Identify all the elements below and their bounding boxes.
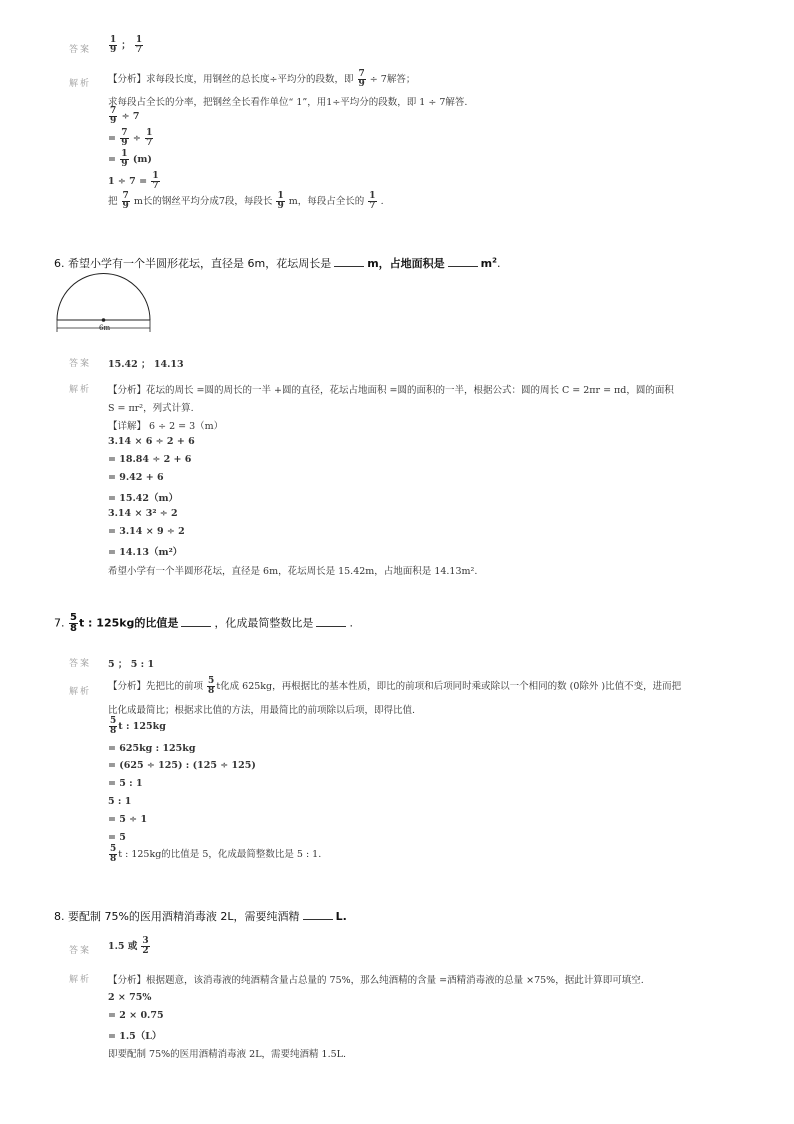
- answer-value: 15.42 ； 14.13: [108, 359, 184, 370]
- answer-blank: [316, 618, 346, 627]
- calc-step: 3.14 × 3² ÷ 2: [108, 508, 178, 519]
- analysis-line: 【详解】 6 ÷ 2 = 3（m）: [108, 421, 224, 432]
- analysis-label: 解析: [69, 975, 92, 985]
- analysis-line: 求每段占全长的分率，把钢丝全长看作单位“ 1”，用1÷平均分的段数，即 1 ÷ 7解答.: [108, 97, 468, 108]
- analysis-line: S = πr²，列式计算.: [108, 403, 194, 414]
- calc-step: = $\frac{7}{9}$ ÷ $\frac{1}{7}$: [108, 128, 153, 148]
- conclusion-line: 即要配制 75%的医用酒精消毒液 2L，需要纯酒精 1.5L.: [108, 1049, 346, 1060]
- calc-step: = 625kg : 125kg: [108, 743, 196, 754]
- calc-step: $\frac{5}{8}$ t : 125kg: [110, 716, 166, 736]
- calc-step: 3.14 × 6 ÷ 2 + 6: [108, 436, 195, 447]
- calc-step: = 5 ÷ 1: [108, 814, 148, 825]
- conclusion-line: 把 $\frac{7}{9}$ m长的钢丝平均分成7段，每段长 $\frac{1}{9}$ m，每段占全长的 $\frac{1}{7}$ .: [108, 191, 384, 211]
- answer-value: 1.5 或 $\frac{3}{2}$: [108, 936, 149, 956]
- answer-blank: [303, 911, 333, 920]
- calc-step: $\frac{7}{9}$ ÷ 7: [110, 106, 140, 126]
- fraction: $\frac{1}{7}$: [135, 35, 143, 55]
- question-6: 6. 希望小学有一个半圆形花坛，直径是 6m，花坛周长是 m，占地面积是 $m^2$.: [54, 256, 501, 270]
- semicircle-arc: [57, 274, 150, 321]
- answer-value: $\frac{1}{9}$ ； $\frac{1}{7}$: [110, 35, 143, 55]
- fraction: $\frac{7}{9}$: [358, 69, 365, 89]
- calc-step: = 18.84 ÷ 2 + 6: [108, 454, 192, 465]
- analysis-line: 【分析】根据题意，该消毒液的纯酒精含量占总量的 75%，那么纯酒精的含量 =酒精消毒液的总量 ×75%，据此计算即可填空.: [108, 975, 644, 986]
- question-8: 8. 要配制 75%的医用酒精消毒液 2L，需要纯酒精 L.: [54, 910, 347, 923]
- calc-step: = (625 ÷ 125) : (125 ÷ 125): [108, 760, 256, 771]
- answer-label: 答案: [69, 359, 92, 369]
- analysis-label: 解析: [69, 385, 92, 395]
- calc-step: = 9.42 + 6: [108, 472, 164, 483]
- analysis-line: 【分析】花坛的周长 =圆的周长的一半 +圆的直径，花坛占地面积 =圆的面积的一半，根据公式：圆的周长 C = 2πr = πd，圆的面积: [108, 385, 674, 396]
- answer-label: 答案: [69, 659, 92, 669]
- calc-step: = 5: [108, 832, 126, 843]
- conclusion-line: $\frac{5}{8}$ t : 125kg的比值是 5，化成最简整数比是 5 : 1.: [110, 844, 322, 864]
- calc-step: = 5 : 1: [108, 778, 143, 789]
- calc-step: 2 × 75%: [108, 992, 152, 1003]
- analysis-line: 比化成最简比；根据求比值的方法，用最简比的前项除以后项，即得比值.: [108, 705, 416, 716]
- diameter-label: 6m: [99, 324, 111, 332]
- calc-step: = 2 × 0.75: [108, 1010, 164, 1021]
- answer-blank: [448, 258, 478, 267]
- answer-blank: [181, 618, 211, 627]
- calc-step: = 15.42（m）: [108, 493, 179, 504]
- conclusion-line: 希望小学有一个半圆形花坛，直径是 6m，花坛周长是 15.42m，占地面积是 14.13m².: [108, 566, 478, 577]
- answer-value: 5 ； 5 : 1: [108, 659, 155, 670]
- calc-step: = 1.5（L）: [108, 1031, 162, 1042]
- calc-step: = 14.13（m²）: [108, 547, 183, 558]
- calc-step: 1 ÷ 7 = $\frac{1}{7}$: [108, 171, 159, 191]
- fraction: $\frac{5}{8}$: [70, 612, 77, 634]
- analysis-label: 解析: [69, 79, 92, 89]
- fraction: $\frac{1}{9}$: [110, 35, 117, 55]
- answer-label: 答案: [69, 45, 92, 55]
- answer-label: 答案: [69, 946, 92, 956]
- question-7: 7. $\frac{5}{8}$ t : 125kg的比值是 ，化成最简整数比是 .: [54, 612, 353, 634]
- calc-step: 5 : 1: [108, 796, 132, 807]
- center-point: [102, 318, 106, 322]
- answer-blank: [334, 258, 364, 267]
- semicircle-diagram: [54, 272, 154, 334]
- analysis-line: 【分析】求每段长度，用钢丝的总长度÷平均分的段数，即 $\frac{7}{9}$ ÷ 7解答；: [108, 69, 416, 89]
- analysis-line: 【分析】先把比的前项 $\frac{5}{8}$ t化成 625kg，再根据比的基本性质，即比的前项和后项同时乘或除以一个相同的数 (0除外 )比值不变，进而把: [108, 676, 682, 696]
- calc-step: = 3.14 × 9 ÷ 2: [108, 526, 185, 537]
- calc-step: = $\frac{1}{9}$ (m): [108, 149, 152, 169]
- analysis-label: 解析: [69, 687, 92, 697]
